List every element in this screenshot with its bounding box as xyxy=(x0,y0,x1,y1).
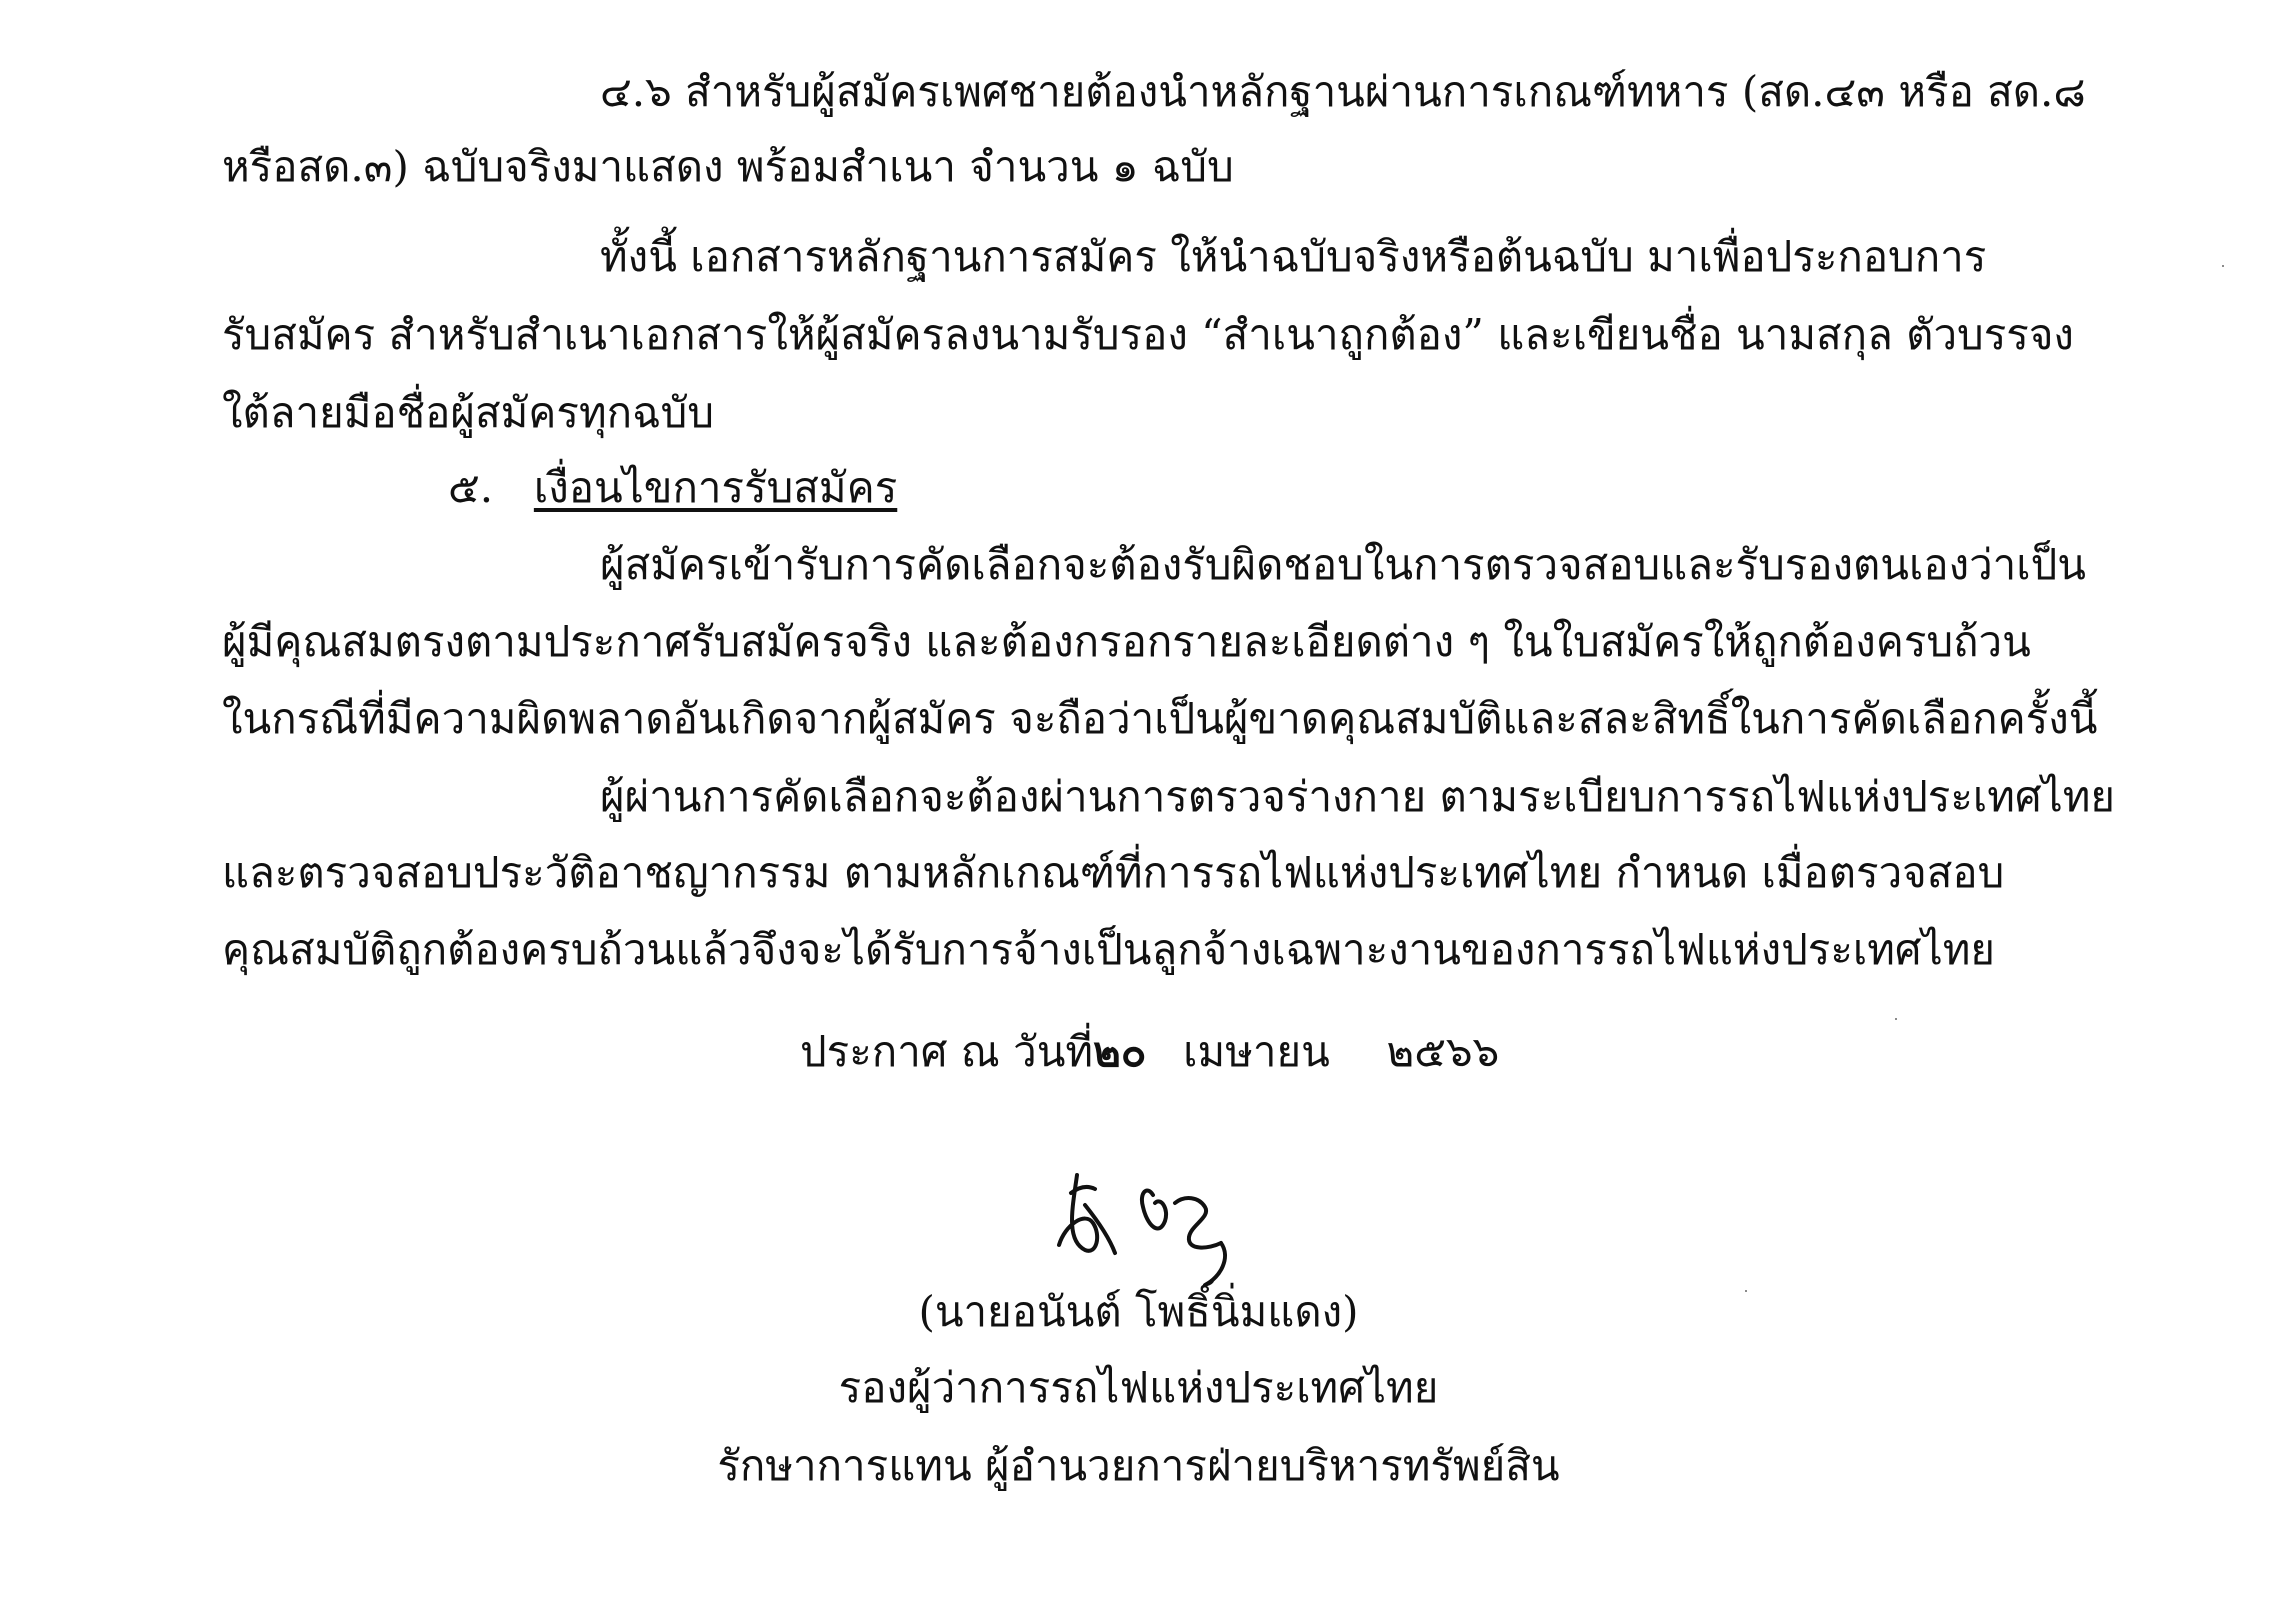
signatory-name xyxy=(0,1282,2277,1342)
announcement-day: ๒๐ xyxy=(1093,1027,1147,1076)
condition-1-line-3 xyxy=(222,689,2097,749)
paragraph-text: หรือสด.๓) ฉบับจริงมาแสดง พร้อมสำเนา จำนวน ๑ ฉบับ xyxy=(222,142,1234,191)
paragraph-text: ในกรณีที่มีความผิดพลาดอันเกิดจากผู้สมัคร จะถือว่าเป็นผู้ขาดคุณสมบัติและสละสิทธิ์ในการคัดเลือกครั้งนี้ xyxy=(222,694,2098,743)
note-paragraph-line-3 xyxy=(222,383,714,443)
paragraph-4-6-line-2 xyxy=(222,137,1234,197)
condition-2-line-2 xyxy=(222,843,2004,903)
announcement-prefix: ประกาศ ณ วันที่ xyxy=(800,1027,1094,1076)
paragraph-text: และตรวจสอบประวัติอาชญากรรม ตามหลักเกณฑ์ที่การรถไฟแห่งประเทศไทย กำหนด เมื่อตรวจสอบ xyxy=(222,848,2005,897)
condition-2-line-1 xyxy=(600,767,2115,827)
section-number: ๕. xyxy=(448,463,494,512)
signatory-position xyxy=(0,1358,2277,1418)
signatory-acting xyxy=(0,1436,2277,1496)
scan-speck xyxy=(2222,265,2224,267)
paragraph-text: ทั้งนี้ เอกสารหลักฐานการสมัคร ให้นำฉบับจริงหรือต้นฉบับ มาเพื่อประกอบการ xyxy=(600,232,1987,281)
note-paragraph-line-1 xyxy=(600,227,1986,287)
condition-1-line-2 xyxy=(222,612,2031,672)
scan-speck xyxy=(1895,1018,1897,1020)
condition-2-line-3 xyxy=(222,920,1995,980)
paragraph-text: ผู้ผ่านการคัดเลือกจะต้องผ่านการตรวจร่างกาย ตามระเบียบการรถไฟแห่งประเทศไทย xyxy=(600,772,2116,821)
paragraph-text: ผู้สมัครเข้ารับการคัดเลือกจะต้องรับผิดชอบในการตรวจสอบและรับรองตนเองว่าเป็น xyxy=(600,540,2086,589)
condition-1-line-1 xyxy=(600,535,2086,595)
signatory-acting-text: รักษาการแทน ผู้อำนวยการฝ่ายบริหารทรัพย์สิน xyxy=(717,1441,1560,1490)
announcement-date xyxy=(800,1022,1499,1082)
paragraph-text: คุณสมบัติถูกต้องครบถ้วนแล้วจึงจะได้รับการจ้างเป็นลูกจ้างเฉพาะงานของการรถไฟแห่งประเทศไทย xyxy=(222,925,1996,974)
section-5-heading xyxy=(448,458,897,518)
paragraph-text: รับสมัคร สำหรับสำเนาเอกสารให้ผู้สมัครลงนามรับรอง “สำเนาถูกต้อง” และเขียนชื่อ นามสกุล ตัวบรรจง xyxy=(222,310,2074,359)
announcement-year: ๒๕๖๖ xyxy=(1386,1027,1500,1076)
scan-speck xyxy=(1745,1290,1747,1292)
paragraph-text: ใต้ลายมือชื่อผู้สมัครทุกฉบับ xyxy=(222,388,714,437)
handwritten-signature xyxy=(1035,1145,1265,1295)
paragraph-4-6-line-1 xyxy=(600,62,2152,122)
note-paragraph-line-2 xyxy=(222,305,2074,365)
paragraph-text: ๔.๖ สำหรับผู้สมัครเพศชายต้องนำหลักฐานผ่านการเกณฑ์ทหาร (สด.๔๓ หรือ สด.๘ xyxy=(600,67,2086,116)
section-title: เงื่อนไขการรับสมัคร xyxy=(533,463,898,512)
signatory-position-text: รองผู้ว่าการรถไฟแห่งประเทศไทย xyxy=(838,1363,1439,1412)
paragraph-text: ผู้มีคุณสมตรงตามประกาศรับสมัครจริง และต้องกรอกรายละเอียดต่าง ๆ ในใบสมัครให้ถูกต้องครบถ้วน xyxy=(222,617,2031,666)
signatory-name-text: (นายอนันต์ โพธิ์นิ่มแดง) xyxy=(918,1287,1359,1336)
announcement-month: เมษายน xyxy=(1183,1027,1330,1076)
